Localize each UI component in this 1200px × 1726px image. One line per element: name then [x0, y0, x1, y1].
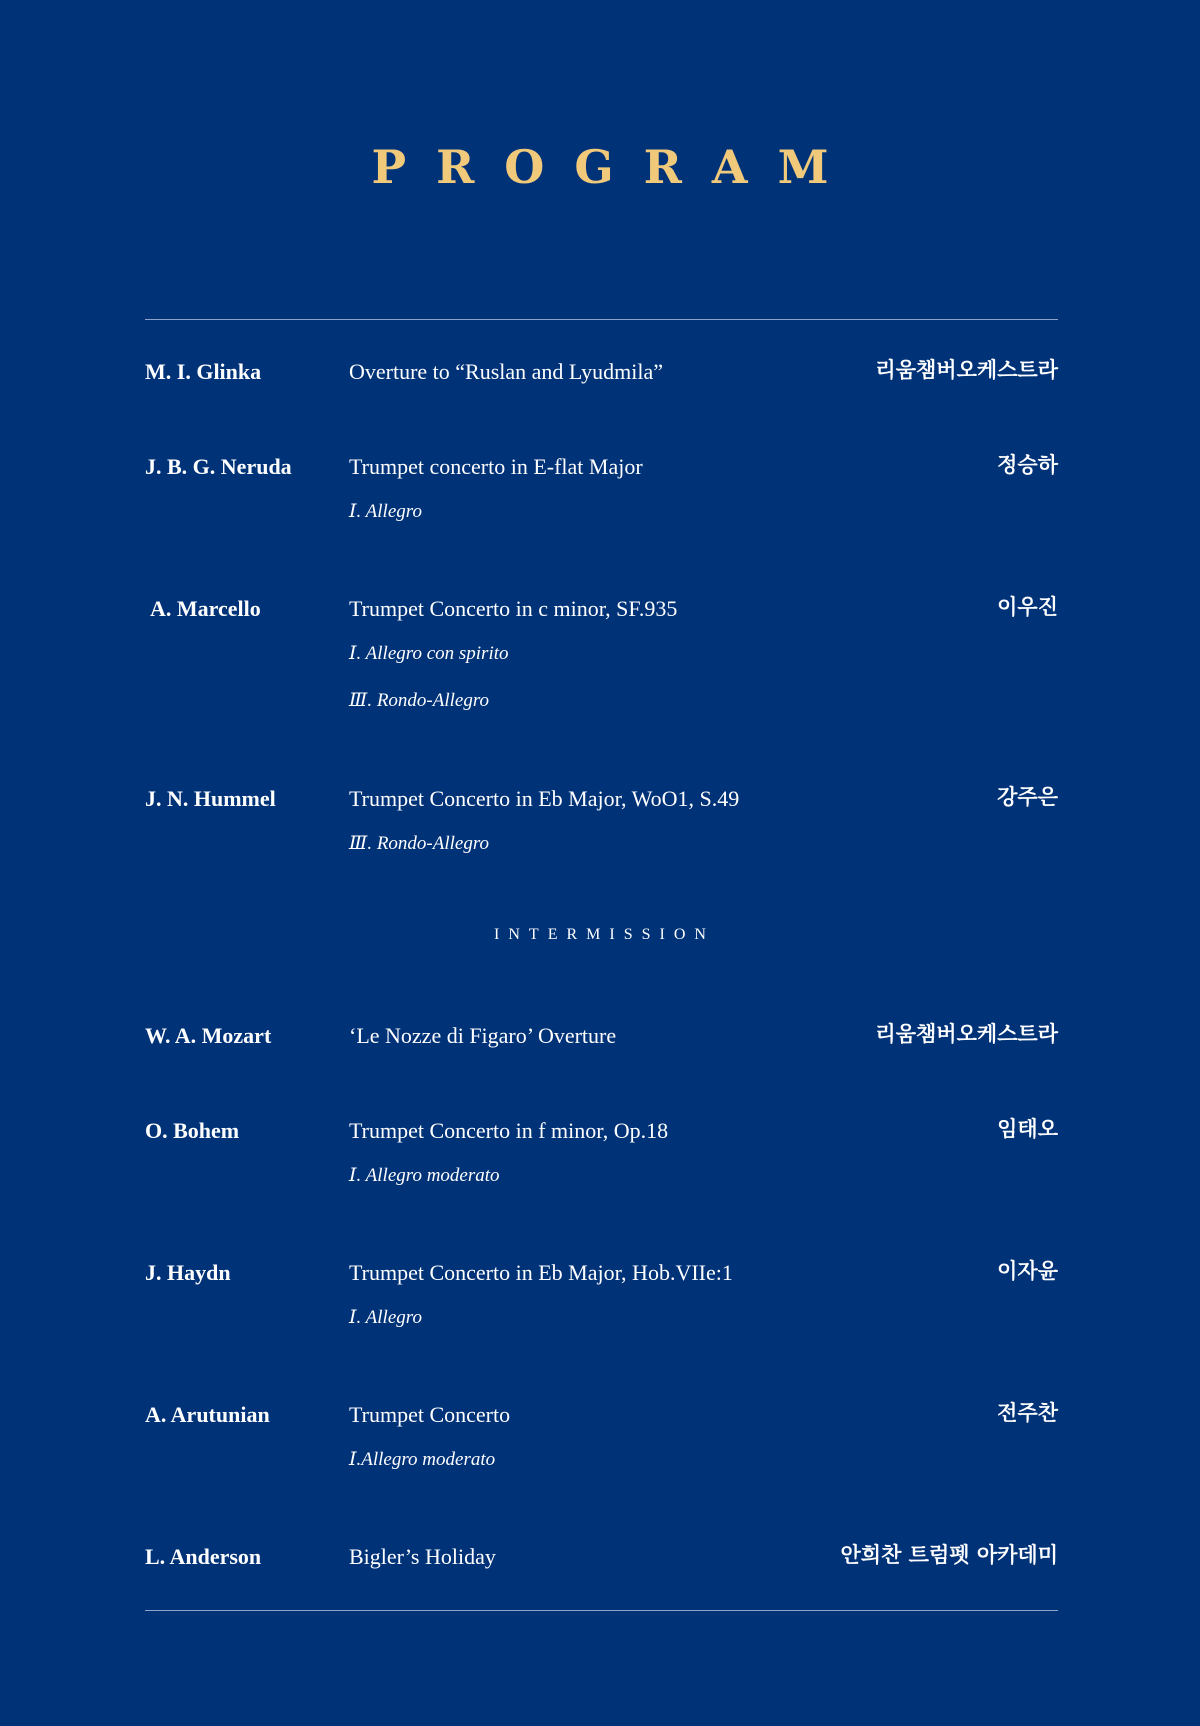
piece-title: ‘Le Nozze di Figaro’ Overture [349, 1023, 617, 1048]
composer-name: J. N. Hummel [145, 786, 276, 811]
piece-title: Trumpet concerto in E-flat Major [349, 454, 643, 479]
movement: Ⅰ. Allegro moderato [349, 1165, 500, 1186]
performer-name: 임태오 [997, 1117, 1058, 1141]
performer-name: 리움챔버오케스트라 [875, 358, 1058, 382]
piece-title: Overture to “Ruslan and Lyudmila” [349, 359, 664, 384]
performer-name: 안희찬 트럼펫 아카데미 [840, 1543, 1058, 1567]
piece-title: Trumpet Concerto [349, 1402, 511, 1427]
piece-title: Trumpet Concerto in f minor, Op.18 [349, 1118, 669, 1143]
movement: Ⅰ. Allegro [349, 1307, 422, 1328]
movement: Ⅰ. Allegro con spirito [349, 643, 509, 664]
top-divider [145, 319, 1058, 320]
movement: Ⅰ. Allegro [349, 501, 422, 522]
piece-title: Trumpet Concerto in Eb Major, Hob.VIIe:1 [349, 1260, 733, 1285]
performer-name: 이자윤 [997, 1259, 1058, 1283]
piece-title: Trumpet Concerto in c minor, SF.935 [349, 596, 678, 621]
performer-name: 정승하 [997, 453, 1058, 477]
composer-name: J. B. G. Neruda [145, 454, 292, 479]
piece-title: Trumpet Concerto in Eb Major, WoO1, S.49 [349, 786, 740, 811]
composer-name: L. Anderson [145, 1544, 262, 1569]
movement: Ⅲ. Rondo-Allegro [349, 833, 490, 854]
composer-name: W. A. Mozart [145, 1023, 272, 1048]
performer-name: 이우진 [997, 595, 1058, 619]
bottom-divider [145, 1610, 1058, 1611]
composer-name: A. Marcello [150, 596, 261, 621]
performer-name: 전주찬 [997, 1401, 1058, 1425]
composer-name: A. Arutunian [145, 1402, 270, 1427]
movement: Ⅰ.Allegro moderato [349, 1449, 496, 1470]
page-title: PROGRAM [371, 140, 859, 194]
composer-name: M. I. Glinka [145, 359, 262, 384]
intermission-label: INTERMISSION [494, 926, 715, 943]
piece-title: Bigler’s Holiday [349, 1544, 496, 1569]
movement: Ⅲ. Rondo-Allegro [349, 690, 490, 711]
performer-name: 리움챔버오케스트라 [875, 1022, 1058, 1046]
composer-name: O. Bohem [145, 1118, 240, 1143]
composer-name: J. Haydn [145, 1260, 231, 1285]
performer-name: 강주은 [997, 785, 1058, 809]
